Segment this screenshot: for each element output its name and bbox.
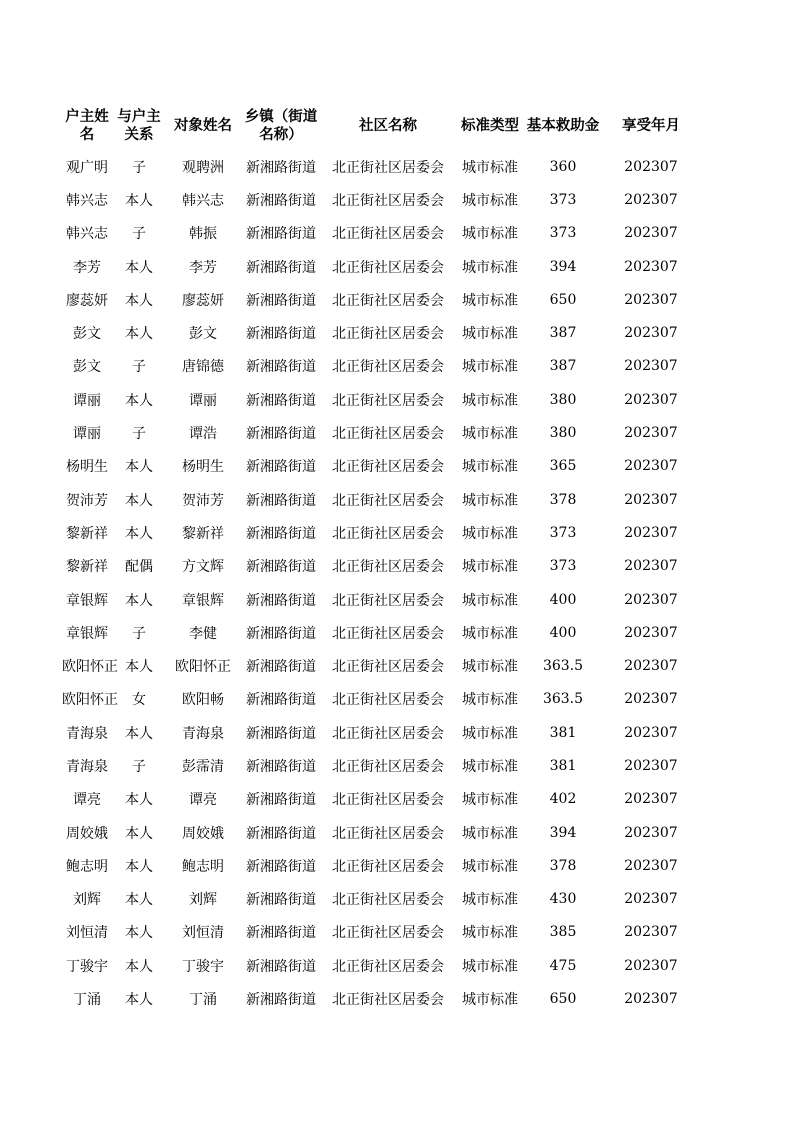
table-row [62,916,702,949]
standard-type-cell: 城市标准 [462,559,518,576]
relationship-cell: 本人 [125,525,153,542]
household-head-cell: 杨明生 [66,459,108,476]
allowance-cell: 363.5 [542,691,584,708]
community-cell: 北正街社区居委会 [332,858,444,875]
benefit-month-cell: 202307 [624,358,678,375]
benefit-month-cell: 202307 [624,558,678,575]
benefit-month-cell: 202307 [624,791,678,808]
subdistrict-cell: 新湘路街道 [246,792,316,809]
standard-type-cell: 城市标准 [462,958,518,975]
table-row [62,550,702,583]
subdistrict-cell: 新湘路街道 [246,525,316,542]
recipient-name-cell: 谭浩 [189,426,217,443]
recipient-name-cell: 彭霈清 [182,758,224,775]
standard-type-cell: 城市标准 [462,758,518,775]
table-row [62,183,702,216]
table-row [62,350,702,383]
subdistrict-cell: 新湘路街道 [246,459,316,476]
table-row [62,516,702,549]
allowance-cell: 381 [549,724,577,741]
header-household-head: 户主姓名 [65,109,109,143]
allowance-cell: 378 [549,857,577,874]
subdistrict-cell: 新湘路街道 [246,392,316,409]
recipient-name-cell: 廖蕊妍 [182,292,224,309]
table-row [62,716,702,749]
recipient-name-cell: 刘辉 [189,892,217,909]
community-cell: 北正街社区居委会 [332,559,444,576]
community-cell: 北正街社区居委会 [332,825,444,842]
relationship-cell: 本人 [125,292,153,309]
community-cell: 北正街社区居委会 [332,525,444,542]
header-benefit-month: 享受年月 [622,118,680,134]
allowance-cell: 387 [549,325,577,342]
relationship-cell: 本人 [125,825,153,842]
relationship-cell: 本人 [125,725,153,742]
community-cell: 北正街社区居委会 [332,259,444,276]
recipient-name-cell: 刘恒清 [182,925,224,942]
table-row [62,250,702,283]
header-row [62,102,702,150]
standard-type-cell: 城市标准 [462,159,518,176]
subdistrict-cell: 新湘路街道 [246,226,316,243]
benefit-month-cell: 202307 [624,724,678,741]
allowance-cell: 380 [549,425,577,442]
allowance-cell: 380 [549,391,577,408]
recipient-name-cell: 彭文 [189,326,217,343]
allowance-cell: 400 [549,591,577,608]
subdistrict-cell: 新湘路街道 [246,159,316,176]
benefit-month-cell: 202307 [624,158,678,175]
benefit-month-cell: 202307 [624,991,678,1008]
allowance-cell: 385 [549,924,577,941]
standard-type-cell: 城市标准 [462,592,518,609]
recipient-name-cell: 韩兴志 [182,192,224,209]
allowance-cell: 378 [549,491,577,508]
table-row [62,649,702,682]
household-head-cell: 欧阳怀正 [62,659,118,676]
standard-type-cell: 城市标准 [462,992,518,1009]
header-recipient-name: 对象姓名 [174,118,232,134]
household-head-cell: 丁骏宇 [66,958,108,975]
standard-type-cell: 城市标准 [462,892,518,909]
standard-type-cell: 城市标准 [462,492,518,509]
table-row [62,949,702,982]
subdistrict-cell: 新湘路街道 [246,992,316,1009]
benefit-month-cell: 202307 [624,391,678,408]
subdistrict-cell: 新湘路街道 [246,592,316,609]
subdistrict-cell: 新湘路街道 [246,359,316,376]
community-cell: 北正街社区居委会 [332,459,444,476]
standard-type-cell: 城市标准 [462,792,518,809]
standard-type-cell: 城市标准 [462,459,518,476]
standard-type-cell: 城市标准 [462,625,518,642]
subdistrict-cell: 新湘路街道 [246,758,316,775]
header-standard-type: 标准类型 [461,118,519,134]
subdistrict-cell: 新湘路街道 [246,559,316,576]
household-head-cell: 彭文 [73,359,101,376]
recipient-name-cell: 谭亮 [189,792,217,809]
community-cell: 北正街社区居委会 [332,659,444,676]
recipient-name-cell: 鲍志明 [182,858,224,875]
relationship-cell: 本人 [125,958,153,975]
community-cell: 北正街社区居委会 [332,392,444,409]
table-row [62,383,702,416]
allowance-cell: 400 [549,624,577,641]
benefit-month-cell: 202307 [624,757,678,774]
household-head-cell: 章银辉 [66,625,108,642]
subdistrict-cell: 新湘路街道 [246,659,316,676]
recipient-name-cell: 观聘洲 [182,159,224,176]
relationship-cell: 子 [132,625,146,642]
recipient-name-cell: 李健 [189,625,217,642]
benefit-month-cell: 202307 [624,957,678,974]
community-cell: 北正街社区居委会 [332,159,444,176]
relationship-cell: 子 [132,359,146,376]
table-row [62,583,702,616]
recipient-name-cell: 李芳 [189,259,217,276]
recipient-name-cell: 贺沛芳 [182,492,224,509]
relationship-cell: 本人 [125,492,153,509]
community-cell: 北正街社区居委会 [332,292,444,309]
table-row [62,849,702,882]
community-cell: 北正街社区居委会 [332,692,444,709]
household-head-cell: 谭丽 [73,426,101,443]
table-row [62,416,702,449]
subdistrict-cell: 新湘路街道 [246,925,316,942]
community-cell: 北正街社区居委会 [332,958,444,975]
community-cell: 北正街社区居委会 [332,992,444,1009]
table-row [62,783,702,816]
standard-type-cell: 城市标准 [462,925,518,942]
table-row [62,816,702,849]
community-cell: 北正街社区居委会 [332,625,444,642]
subdistrict-cell: 新湘路街道 [246,725,316,742]
recipient-name-cell: 方文辉 [182,559,224,576]
community-cell: 北正街社区居委会 [332,492,444,509]
community-cell: 北正街社区居委会 [332,792,444,809]
subdistrict-cell: 新湘路街道 [246,858,316,875]
benefit-month-cell: 202307 [624,225,678,242]
allowance-cell: 373 [549,558,577,575]
standard-type-cell: 城市标准 [462,725,518,742]
recipient-name-cell: 欧阳畅 [182,692,224,709]
recipient-name-cell: 黎新祥 [182,525,224,542]
community-cell: 北正街社区居委会 [332,925,444,942]
allowance-cell: 475 [549,957,577,974]
relationship-cell: 本人 [125,192,153,209]
allowance-cell: 394 [549,824,577,841]
standard-type-cell: 城市标准 [462,392,518,409]
table-row [62,217,702,250]
community-cell: 北正街社区居委会 [332,426,444,443]
recipient-name-cell: 青海泉 [182,725,224,742]
household-head-cell: 黎新祥 [66,559,108,576]
relationship-cell: 女 [132,692,146,709]
relationship-cell: 本人 [125,259,153,276]
recipient-name-cell: 杨明生 [182,459,224,476]
benefit-month-cell: 202307 [624,291,678,308]
table-row [62,316,702,349]
household-head-cell: 丁涌 [73,992,101,1009]
table-row [62,749,702,782]
table-row [62,883,702,916]
recipient-name-cell: 唐锦德 [182,359,224,376]
household-head-cell: 彭文 [73,326,101,343]
assistance-roster-table [62,102,702,1016]
subdistrict-cell: 新湘路街道 [246,625,316,642]
standard-type-cell: 城市标准 [462,858,518,875]
table-row [62,616,702,649]
benefit-month-cell: 202307 [624,191,678,208]
header-subdistrict: 乡镇（街道名称） [244,109,318,143]
community-cell: 北正街社区居委会 [332,725,444,742]
household-head-cell: 谭亮 [73,792,101,809]
benefit-month-cell: 202307 [624,624,678,641]
standard-type-cell: 城市标准 [462,359,518,376]
table-header [62,102,702,150]
table-row [62,483,702,516]
recipient-name-cell: 丁涌 [189,992,217,1009]
relationship-cell: 本人 [125,459,153,476]
benefit-month-cell: 202307 [624,258,678,275]
allowance-cell: 430 [549,891,577,908]
header-relationship: 与户主关系 [117,109,161,143]
allowance-cell: 381 [549,757,577,774]
subdistrict-cell: 新湘路街道 [246,492,316,509]
recipient-name-cell: 章银辉 [182,592,224,609]
household-head-cell: 鲍志明 [66,858,108,875]
standard-type-cell: 城市标准 [462,825,518,842]
recipient-name-cell: 韩振 [189,226,217,243]
relationship-cell: 本人 [125,659,153,676]
subdistrict-cell: 新湘路街道 [246,192,316,209]
allowance-cell: 360 [549,158,577,175]
household-head-cell: 青海泉 [66,758,108,775]
standard-type-cell: 城市标准 [462,426,518,443]
standard-type-cell: 城市标准 [462,192,518,209]
community-cell: 北正街社区居委会 [332,592,444,609]
community-cell: 北正街社区居委会 [332,892,444,909]
table-body [62,150,702,1016]
relationship-cell: 本人 [125,925,153,942]
subdistrict-cell: 新湘路街道 [246,426,316,443]
household-head-cell: 观广明 [66,159,108,176]
household-head-cell: 章银辉 [66,592,108,609]
standard-type-cell: 城市标准 [462,226,518,243]
allowance-cell: 373 [549,225,577,242]
recipient-name-cell: 谭丽 [189,392,217,409]
benefit-month-cell: 202307 [624,491,678,508]
household-head-cell: 谭丽 [73,392,101,409]
benefit-month-cell: 202307 [624,857,678,874]
subdistrict-cell: 新湘路街道 [246,825,316,842]
table-row [62,450,702,483]
standard-type-cell: 城市标准 [462,692,518,709]
household-head-cell: 韩兴志 [66,226,108,243]
recipient-name-cell: 周姣娥 [182,825,224,842]
allowance-cell: 402 [549,791,577,808]
header-basic-allowance: 基本救助金 [526,118,600,134]
table-row [62,283,702,316]
standard-type-cell: 城市标准 [462,292,518,309]
community-cell: 北正街社区居委会 [332,192,444,209]
header-community: 社区名称 [359,118,417,134]
benefit-month-cell: 202307 [624,691,678,708]
allowance-cell: 394 [549,258,577,275]
allowance-cell: 363.5 [542,658,584,675]
relationship-cell: 配偶 [125,559,153,576]
community-cell: 北正街社区居委会 [332,226,444,243]
benefit-month-cell: 202307 [624,591,678,608]
relationship-cell: 子 [132,758,146,775]
subdistrict-cell: 新湘路街道 [246,892,316,909]
table-row [62,150,702,183]
benefit-month-cell: 202307 [624,824,678,841]
allowance-cell: 365 [549,458,577,475]
benefit-month-cell: 202307 [624,325,678,342]
relationship-cell: 本人 [125,992,153,1009]
household-head-cell: 周姣娥 [66,825,108,842]
table-row [62,683,702,716]
relationship-cell: 本人 [125,858,153,875]
household-head-cell: 李芳 [73,259,101,276]
standard-type-cell: 城市标准 [462,326,518,343]
standard-type-cell: 城市标准 [462,259,518,276]
household-head-cell: 廖蕊妍 [66,292,108,309]
allowance-cell: 387 [549,358,577,375]
community-cell: 北正街社区居委会 [332,326,444,343]
benefit-month-cell: 202307 [624,524,678,541]
household-head-cell: 贺沛芳 [66,492,108,509]
subdistrict-cell: 新湘路街道 [246,692,316,709]
household-head-cell: 欧阳怀正 [62,692,118,709]
standard-type-cell: 城市标准 [462,659,518,676]
household-head-cell: 黎新祥 [66,525,108,542]
benefit-month-cell: 202307 [624,924,678,941]
relationship-cell: 子 [132,226,146,243]
household-head-cell: 韩兴志 [66,192,108,209]
relationship-cell: 本人 [125,892,153,909]
recipient-name-cell: 丁骏宇 [182,958,224,975]
subdistrict-cell: 新湘路街道 [246,259,316,276]
benefit-month-cell: 202307 [624,658,678,675]
household-head-cell: 刘恒清 [66,925,108,942]
community-cell: 北正街社区居委会 [332,758,444,775]
recipient-name-cell: 欧阳怀正 [175,659,231,676]
subdistrict-cell: 新湘路街道 [246,958,316,975]
household-head-cell: 刘辉 [73,892,101,909]
community-cell: 北正街社区居委会 [332,359,444,376]
household-head-cell: 青海泉 [66,725,108,742]
table-row [62,982,702,1015]
relationship-cell: 本人 [125,792,153,809]
benefit-month-cell: 202307 [624,425,678,442]
subdistrict-cell: 新湘路街道 [246,292,316,309]
benefit-month-cell: 202307 [624,458,678,475]
subdistrict-cell: 新湘路街道 [246,326,316,343]
relationship-cell: 本人 [125,326,153,343]
assistance-roster-sheet [62,102,702,1016]
allowance-cell: 650 [549,291,577,308]
relationship-cell: 子 [132,426,146,443]
relationship-cell: 本人 [125,592,153,609]
allowance-cell: 373 [549,191,577,208]
allowance-cell: 650 [549,991,577,1008]
relationship-cell: 本人 [125,392,153,409]
allowance-cell: 373 [549,524,577,541]
benefit-month-cell: 202307 [624,891,678,908]
relationship-cell: 子 [132,159,146,176]
standard-type-cell: 城市标准 [462,525,518,542]
